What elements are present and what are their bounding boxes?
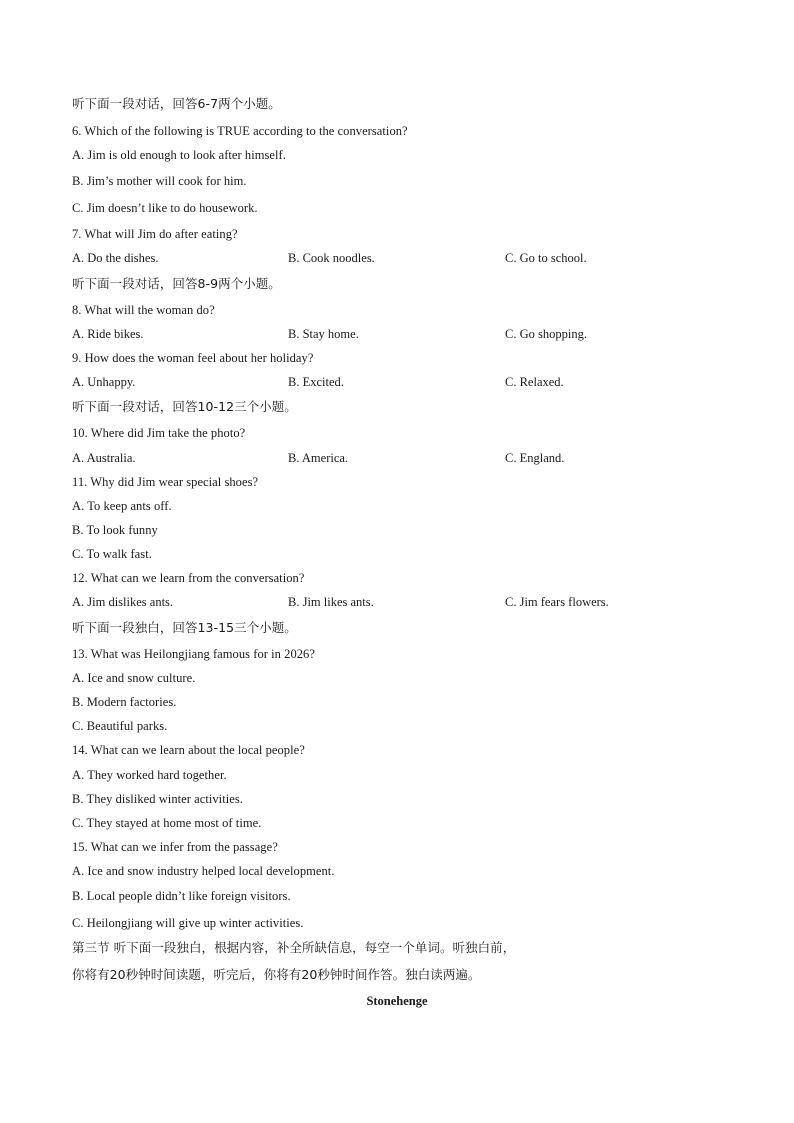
- question-14-option-a: A. They worked hard together.: [72, 768, 227, 782]
- section-3-instructions-line-2: 你将有20秒钟时间读题，听完后，你将有20秒钟时间作答。独白读两遍。: [72, 967, 481, 982]
- question-9-option-a: A. Unhappy.: [72, 375, 136, 389]
- section-intro-10-12: 听下面一段对话，回答10-12三个小题。: [72, 399, 297, 414]
- question-8-option-c: C. Go shopping.: [505, 327, 587, 341]
- question-14-stem: 14. What can we learn about the local people?: [72, 743, 305, 757]
- section-3-instructions-line-1: 第三节 听下面一段独白，根据内容，补全所缺信息，每空一个单词。听独白前，: [72, 940, 516, 955]
- question-10-options: [0, 450, 794, 466]
- question-7-stem: 7. What will Jim do after eating?: [72, 227, 238, 241]
- question-10-stem: 10. Where did Jim take the photo?: [72, 426, 246, 440]
- question-10-option-b: B. America.: [288, 451, 349, 465]
- question-7-options: [0, 250, 794, 266]
- question-13-option-a: A. Ice and snow culture.: [72, 671, 196, 685]
- question-12-options: [0, 594, 794, 610]
- question-7-option-a: A. Do the dishes.: [72, 251, 159, 265]
- question-14-option-b: B. They disliked winter activities.: [72, 792, 243, 806]
- question-15-stem: 15. What can we infer from the passage?: [72, 840, 278, 854]
- question-6-stem: 6. Which of the following is TRUE according to the conversation?: [72, 124, 408, 138]
- question-9-options: [0, 374, 794, 390]
- question-7-option-b: B. Cook noodles.: [288, 251, 375, 265]
- question-8-stem: 8. What will the woman do?: [72, 303, 215, 317]
- section-intro-13-15: 听下面一段独白，回答13-15三个小题。: [72, 620, 297, 635]
- question-12-stem: 12. What can we learn from the conversation?: [72, 571, 305, 585]
- question-7-option-c: C. Go to school.: [505, 251, 587, 265]
- question-8-option-b: B. Stay home.: [288, 327, 359, 341]
- question-11-option-b: B. To look funny: [72, 523, 158, 537]
- question-12-option-c: C. Jim fears flowers.: [505, 595, 609, 609]
- question-11-option-c: C. To walk fast.: [72, 547, 152, 561]
- question-10-option-c: C. England.: [505, 451, 565, 465]
- question-12-option-b: B. Jim likes ants.: [288, 595, 374, 609]
- question-15-option-c: C. Heilongjiang will give up winter activities.: [72, 916, 304, 930]
- section-intro-6-7: 听下面一段对话，回答6-7两个小题。: [72, 96, 281, 111]
- question-6-option-a: A. Jim is old enough to look after himself.: [72, 148, 286, 162]
- question-8-option-a: A. Ride bikes.: [72, 327, 144, 341]
- question-10-option-a: A. Australia.: [72, 451, 136, 465]
- question-12-option-a: A. Jim dislikes ants.: [72, 595, 174, 609]
- question-13-option-c: C. Beautiful parks.: [72, 719, 168, 733]
- question-15-option-b: B. Local people didn’t like foreign visitors.: [72, 889, 291, 903]
- passage-title: Stonehenge: [366, 994, 428, 1008]
- question-9-stem: 9. How does the woman feel about her holiday?: [72, 351, 314, 365]
- question-9-option-b: B. Excited.: [288, 375, 344, 389]
- question-9-option-c: C. Relaxed.: [505, 375, 564, 389]
- question-15-option-a: A. Ice and snow industry helped local development.: [72, 864, 335, 878]
- question-8-options: [0, 326, 794, 342]
- question-6-option-c: C. Jim doesn’t like to do housework.: [72, 201, 258, 215]
- question-6-option-b: B. Jim’s mother will cook for him.: [72, 174, 247, 188]
- question-14-option-c: C. They stayed at home most of time.: [72, 816, 262, 830]
- question-11-option-a: A. To keep ants off.: [72, 499, 172, 513]
- question-11-stem: 11. Why did Jim wear special shoes?: [72, 475, 259, 489]
- question-13-option-b: B. Modern factories.: [72, 695, 177, 709]
- question-13-stem: 13. What was Heilongjiang famous for in 2026?: [72, 647, 315, 661]
- section-intro-8-9: 听下面一段对话，回答8-9两个小题。: [72, 276, 281, 291]
